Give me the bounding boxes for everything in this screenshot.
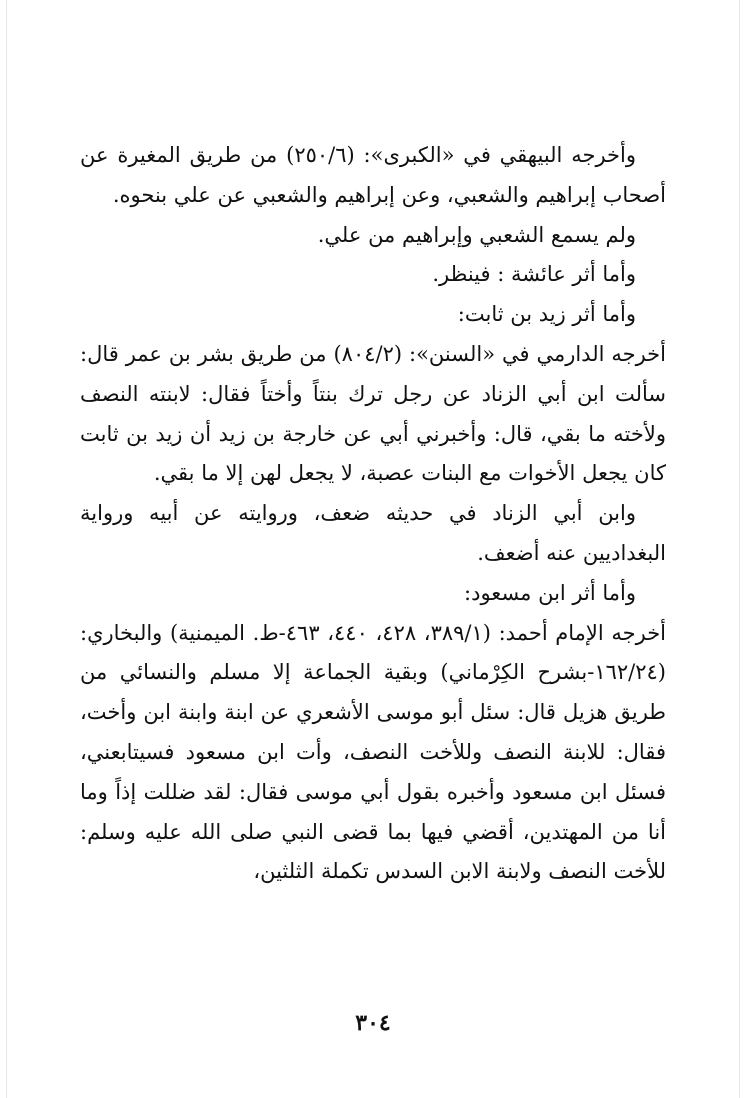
scan-edge-line	[6, 0, 7, 1098]
paragraph: وأما أثر عائشة : فينظر.	[432, 262, 636, 287]
paragraph: أخرجه الإمام أحمد: (٣٨٩/١، ٤٢٨، ٤٤٠، ٤٦٣-ط. الميمنية) والبخاري: (١٦٢/٢٤-بشرح الكِرْماني) وبقية الجماعة إلا مسلم والنسائي من طريق هزيل قال: سئل أبو موسى الأشعري عن ابنة وابنة ابن وأخت، فقال: للابنة النصف وللأخت النصف، وأت ابن مسعود فسيتابعني، فسئل ابن مسعود وأخبره بقول أبي موسى فقال: لقد ضللت إذاً وما أنا من المهتدين، أقضي فيها بما قضى النبي صلى الله عليه وسلم: للأخت النصف ولابنة الابن السدس تكملة الثلثين،	[80, 620, 667, 884]
scan-edge-line	[739, 0, 740, 1098]
paragraph: ولم يسمع الشعبي وإبراهيم من علي.	[317, 222, 636, 247]
paragraph: وأما أثر زيد بن ثابت:	[457, 302, 636, 327]
paragraph: وابن أبي الزناد في حديثه ضعف، وروايته عن أبيه ورواية البغداديين عنه أضعف.	[80, 501, 666, 565]
paragraph: وأخرجه البيهقي في «الكبرى»: (٢٥٠/٦) من طريق المغيرة عن أصحاب إبراهيم والشعبي، وعن إبراهيم والشعبي عن علي بنحوه.	[80, 143, 666, 207]
paragraph: وأما أثر ابن مسعود:	[464, 580, 636, 605]
paragraph: أخرجه الدارمي في «السنن»: (٨٠٤/٢) من طريق بشر بن عمر قال: سألت ابن أبي الزناد عن رجل ترك بنتاً وأختاً فقال: لابنته النصف ولأخته ما بقي، قال: وأخبرني أبي عن خارجة بن زيد أن زيد بن ثابت كان يجعل الأخوات مع البنات عصبة، لا يجعل لهن إلا ما بقي.	[80, 341, 666, 486]
page-number: ٣٠٤	[355, 1010, 391, 1036]
body-text	[80, 136, 666, 892]
